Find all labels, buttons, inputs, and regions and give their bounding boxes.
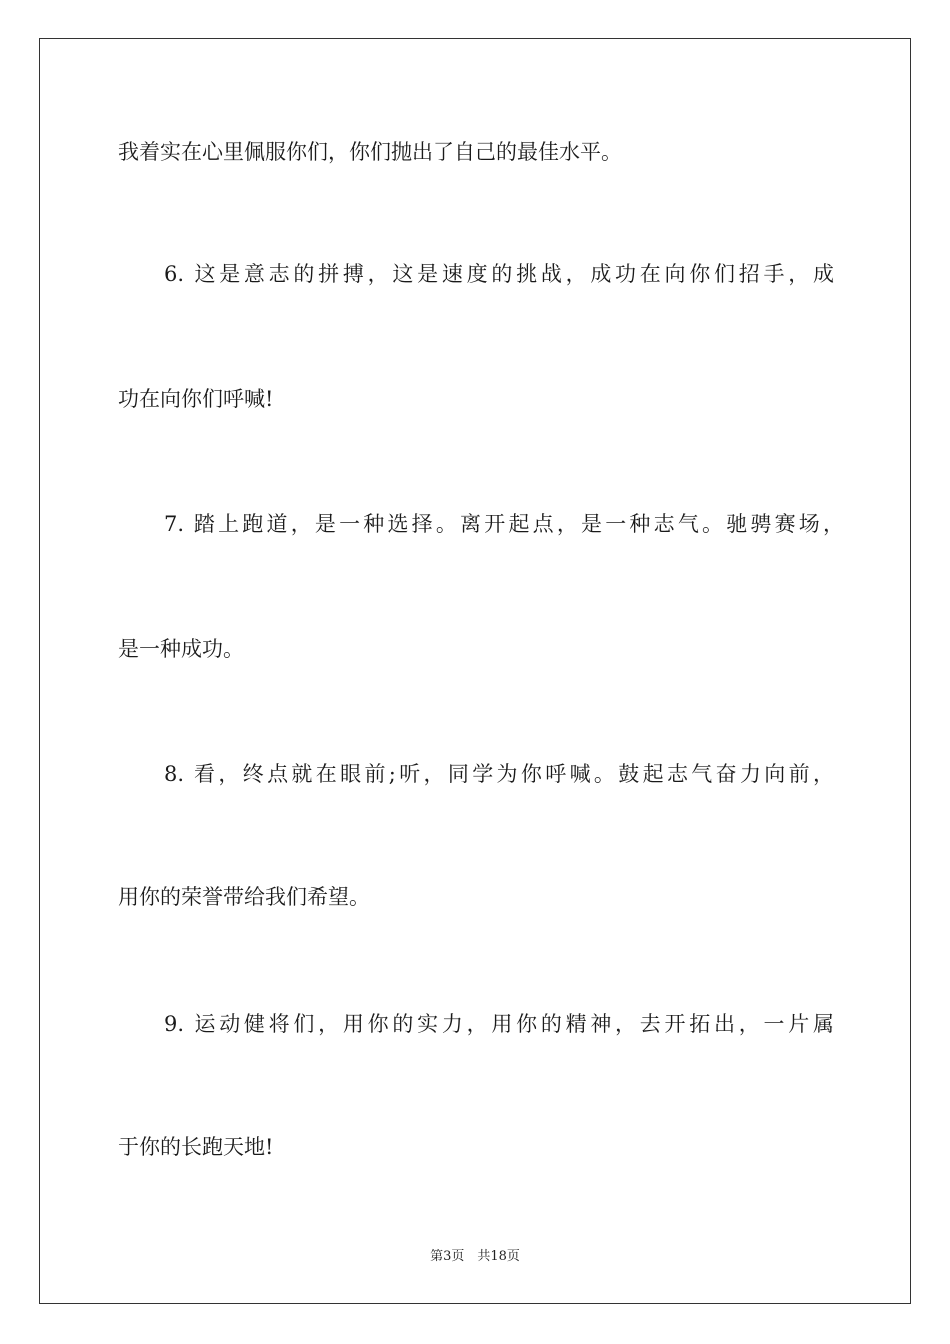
paragraph-line: 于你的长跑天地!	[118, 1135, 274, 1159]
paragraph-line-item-7: 7. 踏上跑道，是一种选择。离开起点，是一种志气。驰骋赛场，	[164, 512, 844, 536]
page-border	[39, 38, 911, 1304]
paragraph-line: 用你的荣誉带给我们希望。	[118, 885, 370, 909]
paragraph-line-item-8: 8. 看，终点就在眼前;听，同学为你呼喊。鼓起志气奋力向前，	[164, 762, 834, 786]
paragraph-line: 是一种成功。	[118, 637, 244, 661]
page-number-footer: 第3页 共18页	[430, 1249, 520, 1264]
paragraph-line-item-9: 9. 运动健将们，用你的实力，用你的精神，去开拓出，一片属	[164, 1012, 834, 1036]
paragraph-line-item-6: 6. 这是意志的拼搏，这是速度的挑战，成功在向你们招手，成	[164, 262, 834, 286]
paragraph-line: 功在向你们呼喊!	[118, 387, 274, 411]
paragraph-line: 我着实在心里佩服你们，你们抛出了自己的最佳水平。	[118, 140, 622, 164]
